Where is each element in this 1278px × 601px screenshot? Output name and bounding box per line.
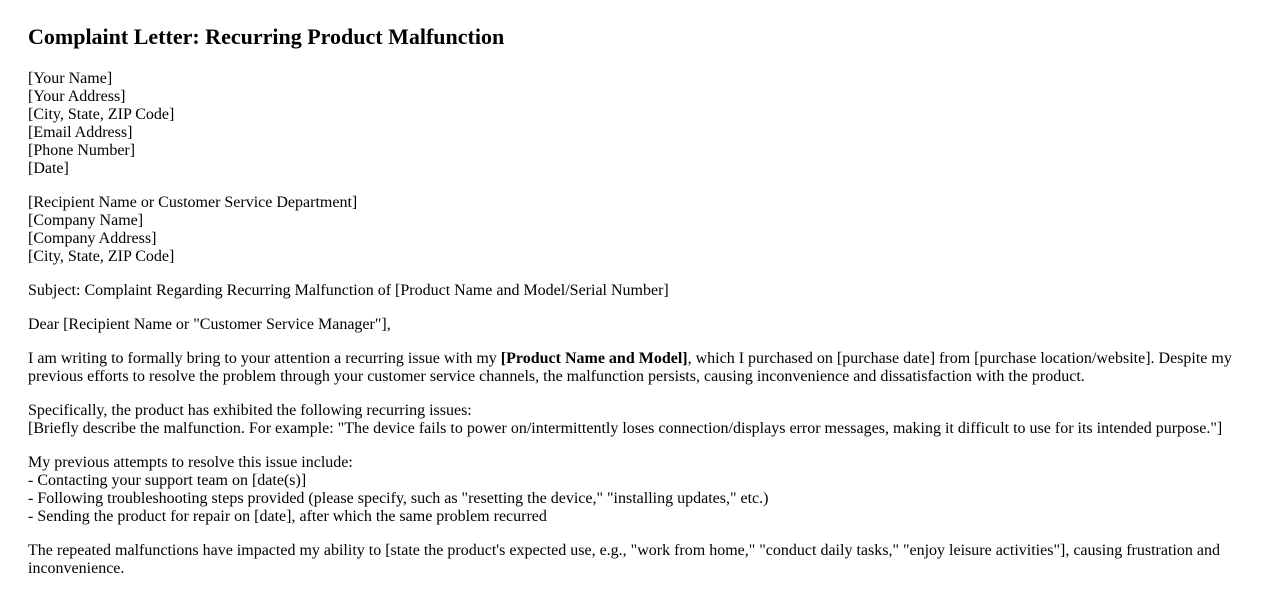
recipient-company-name-line: [Company Name] <box>28 212 144 229</box>
attempt-contact-support-line: - Contacting your support team on [date(s)] <box>28 472 307 489</box>
intro-text-after-bold: , which I purchased on [purchase date] from [purchase location/website]. Despite my previous efforts to resolve the problem through your customer service channels, the malfunction persists, causing inconvenience and dissatisfaction with the product. <box>28 350 1232 385</box>
sender-address-line: [Your Address] <box>28 88 126 105</box>
intro-paragraph <box>28 350 1250 386</box>
attempts-paragraph <box>28 454 1250 526</box>
impact-paragraph: The repeated malfunctions have impacted my ability to [state the product's expected use, e.g., "work from home," "conduct daily tasks," "enjoy leisure activities"], causing frustration and inconvenience. <box>28 542 1220 577</box>
recipient-name-line: [Recipient Name or Customer Service Department] <box>28 194 358 211</box>
recipient-address-block <box>28 194 1250 266</box>
sender-city-state-zip-line: [City, State, ZIP Code] <box>28 106 175 123</box>
subject-line: Subject: Complaint Regarding Recurring Malfunction of [Product Name and Model/Serial Number] <box>28 282 669 299</box>
sender-name-line: [Your Name] <box>28 70 113 87</box>
sender-date-line: [Date] <box>28 160 69 177</box>
attempt-troubleshooting-line: - Following troubleshooting steps provided (please specify, such as "resetting the device," "installing updates," etc.) <box>28 490 769 507</box>
recipient-company-address-line: [Company Address] <box>28 230 157 247</box>
sender-email-line: [Email Address] <box>28 124 133 141</box>
salutation: Dear [Recipient Name or "Customer Service Manager"], <box>28 316 391 333</box>
issues-intro-line: Specifically, the product has exhibited the following recurring issues: <box>28 402 472 419</box>
product-name-bold-placeholder: [Product Name and Model] <box>500 350 688 367</box>
intro-text-before-bold: I am writing to formally bring to your attention a recurring issue with my <box>28 350 501 367</box>
sender-phone-line: [Phone Number] <box>28 142 136 159</box>
recipient-city-state-zip-line: [City, State, ZIP Code] <box>28 248 175 265</box>
attempt-repair-line: - Sending the product for repair on [date], after which the same problem recurred <box>28 508 547 525</box>
attempts-intro-line: My previous attempts to resolve this issue include: <box>28 454 353 471</box>
issues-paragraph <box>28 402 1250 438</box>
issues-description-line: [Briefly describe the malfunction. For example: "The device fails to power on/intermittently loses connection/displays error messages, making it difficult to use for its intended purpose."] <box>28 420 1223 437</box>
sender-address-block <box>28 70 1250 178</box>
page-title: Complaint Letter: Recurring Product Malfunction <box>28 24 505 49</box>
